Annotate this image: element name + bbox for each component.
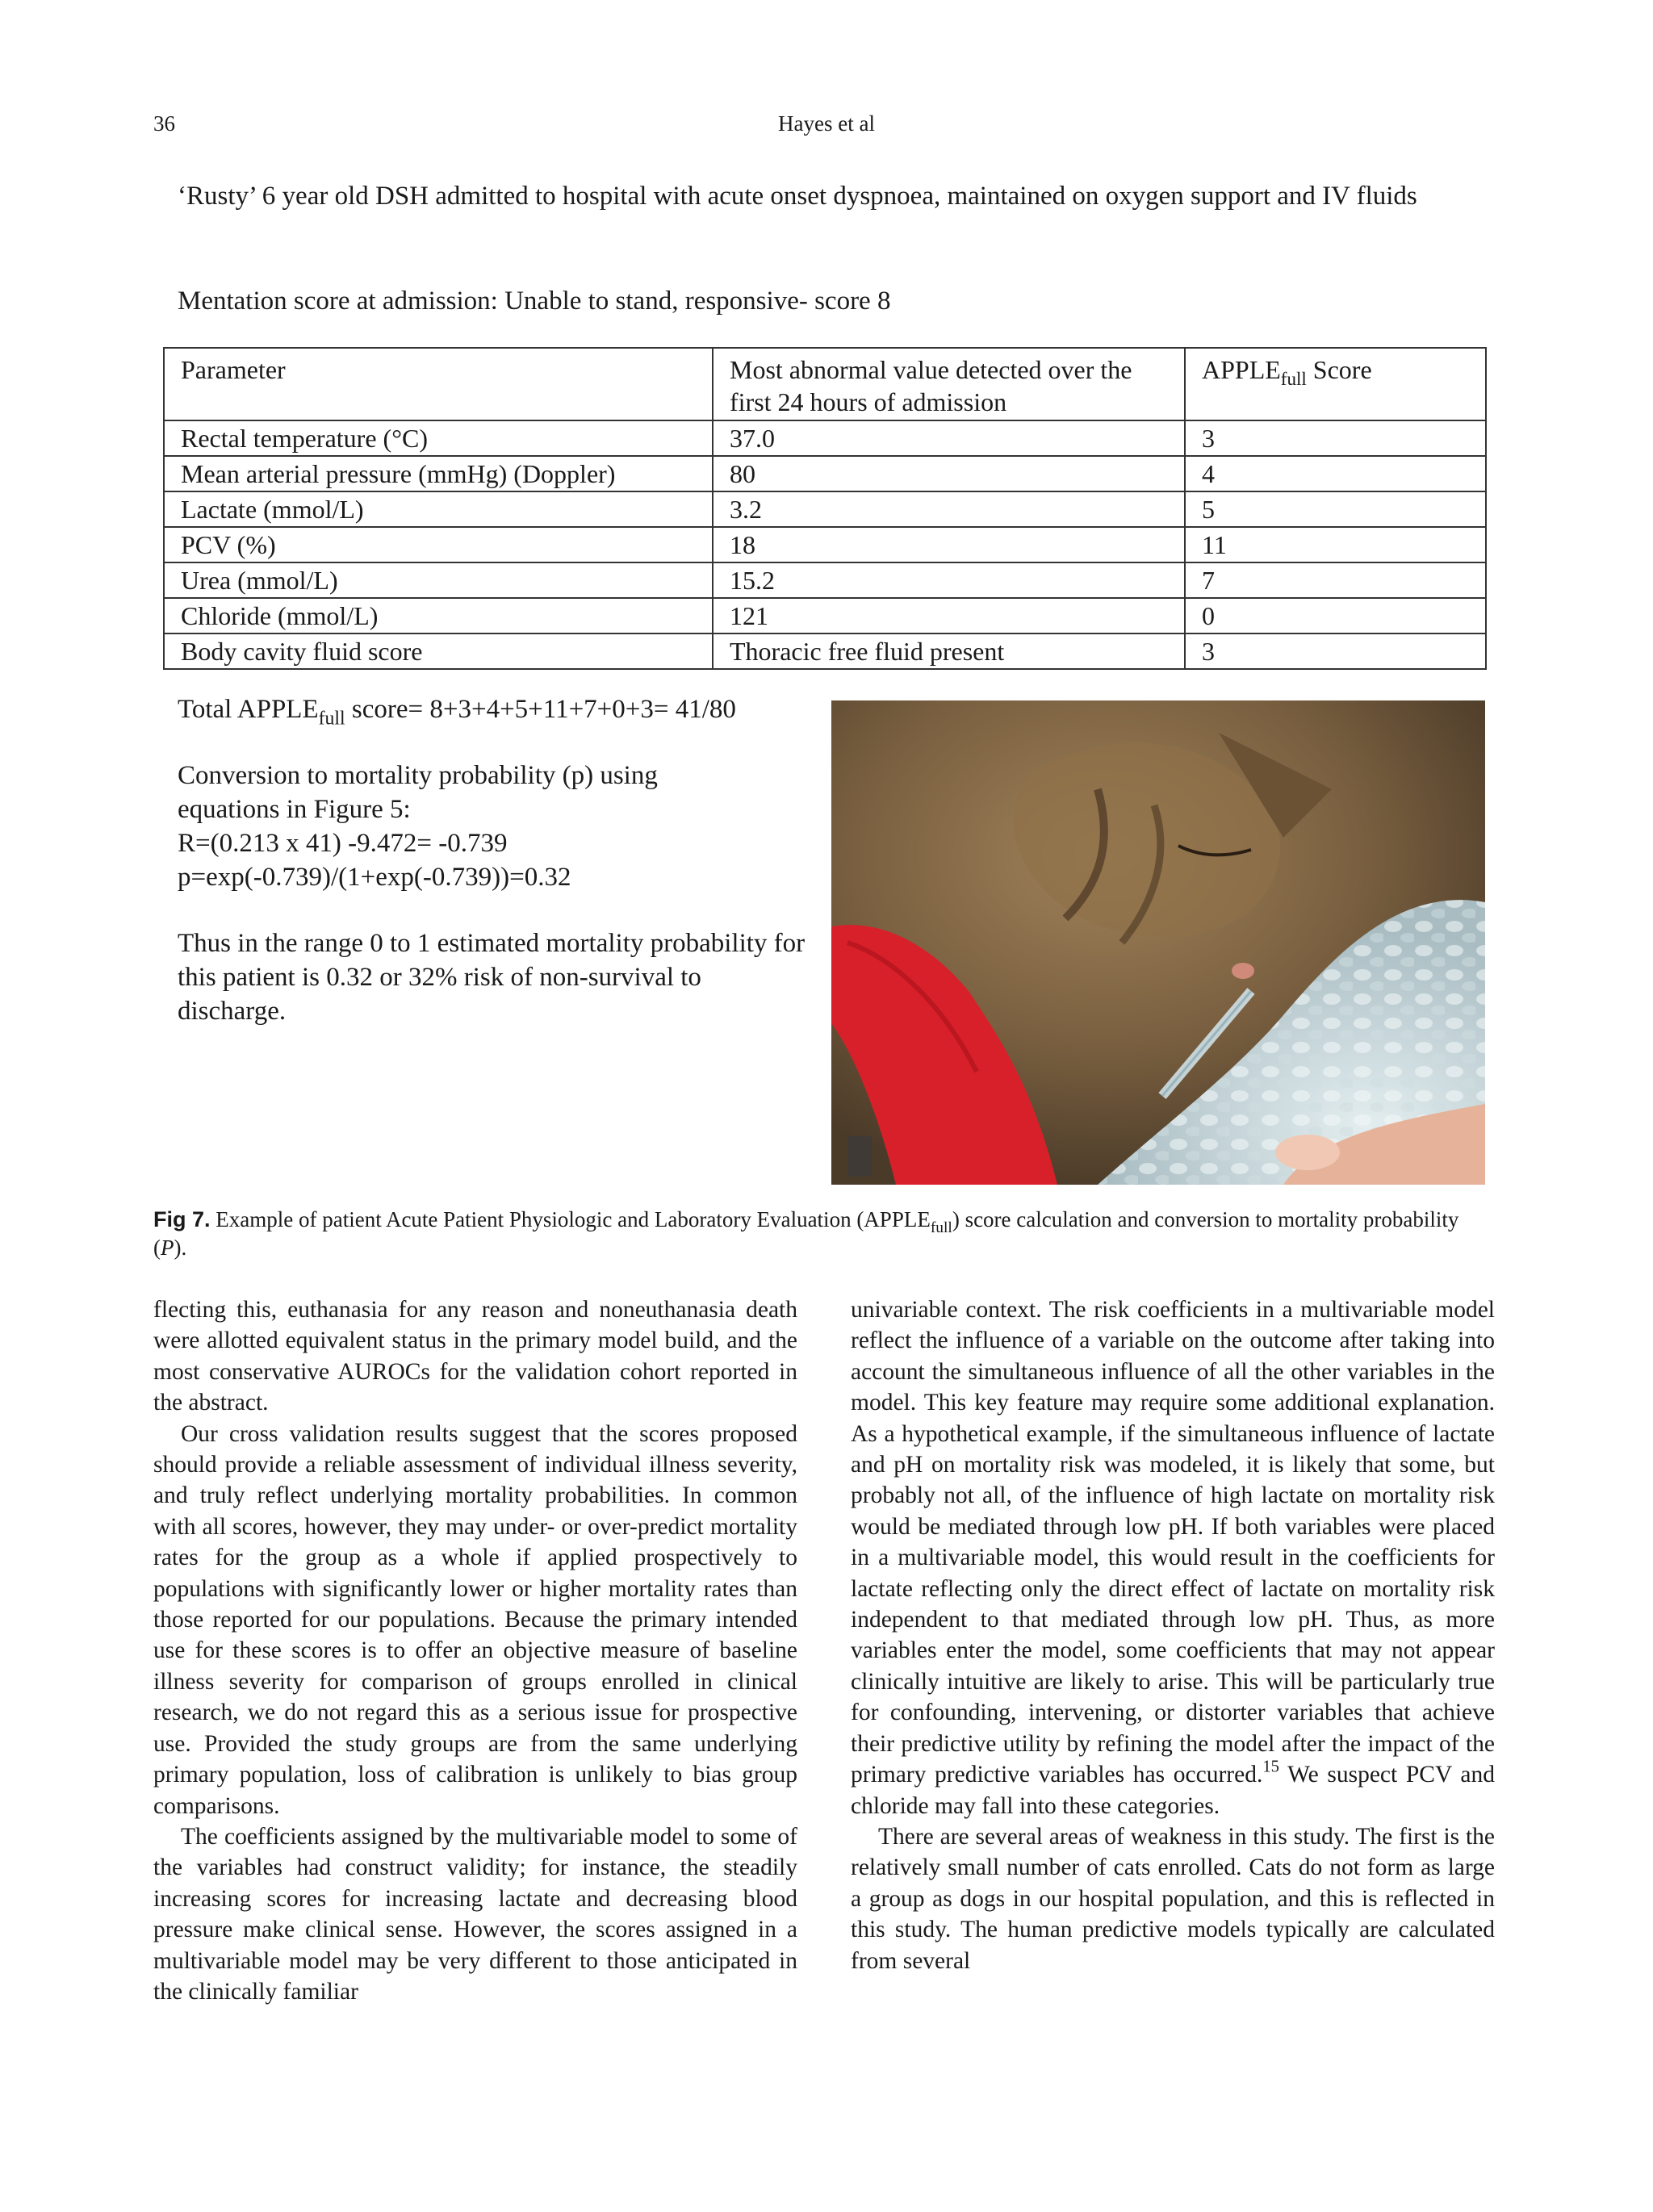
figure-caption <box>153 1206 1493 1262</box>
caption-p: P <box>161 1236 174 1260</box>
header-value: Most abnormal value detected over the first 24 hours of admission <box>713 348 1185 420</box>
table-header-row <box>164 348 1486 420</box>
row-parameter: Lactate (mmol/L) <box>164 491 713 527</box>
body-paragraph: flecting this, euthanasia for any reason and noneuthanasia death were allotted equivalent status in the primary model build, and the most conservative AUROCs for the validation cohort reported in the abstract. <box>153 1297 797 1416</box>
row-parameter: Body cavity fluid score <box>164 633 713 669</box>
row-value: 121 <box>713 598 1185 633</box>
row-score: 0 <box>1185 598 1486 633</box>
caption-text-a: Example of patient Acute Patient Physiologic and Laboratory Evaluation (APPLE <box>210 1207 931 1231</box>
conclusion-text: Thus in the range 0 to 1 estimated mortality probability for this patient is 0.32 or 32% risk of non-survival to discharge. <box>178 929 806 1026</box>
row-parameter: Rectal temperature (°C) <box>164 420 713 456</box>
table-row <box>164 527 1486 562</box>
mentation-score: Mentation score at admission: Unable to stand, responsive- score 8 <box>178 286 891 316</box>
paragraph-text: univariable context. The risk coefficients in a multivariable model reflect the influence of a variable on the outcome after taking into account the simultaneous influence of all the other variables in the model. This key feature may require some additional explanation. As a hypothetical example, if the simultaneous influence of lactate and pH on mortality risk was modeled, it is likely that some, but probably not all, of the influence of high lactate on mortality risk would be mediated through low pH. If both variables were placed in a multivariable model, this would result in the coefficients for lactate reflecting only the direct effect of lactate on mortality risk independent to that mediated through low pH. Thus, as more variables enter the model, some coefficients that may not appear clinically intuitive are likely to arise. This will be particularly true for confounding, intervening, or distorter variables that achieve their predictive utility by refining the model after the impact of the primary predictive variables has occurred. <box>851 1297 1495 1788</box>
conversion-line: equations in Figure 5: <box>178 795 411 824</box>
body-paragraph: There are several areas of weakness in this study. The first is the relatively small number of cats enrolled. Cats do not form as large a group as dogs in our hospital population, and this is reflected in this study. The human predictive models typically are calculated from several <box>851 1823 1495 1974</box>
paragraph-text: We suspect PCV and chloride may fall into these categories. <box>851 1762 1495 1819</box>
total-prefix: Total APPLE <box>178 695 319 724</box>
row-value: 37.0 <box>713 420 1185 456</box>
row-parameter: Mean arterial pressure (mmHg) (Doppler) <box>164 456 713 491</box>
body-paragraph <box>851 1294 1495 1821</box>
table-row <box>164 491 1486 527</box>
caption-text-c: ). <box>174 1236 187 1260</box>
table-row <box>164 456 1486 491</box>
caption-label: Fig 7. <box>153 1207 211 1231</box>
body-paragraph: Our cross validation results suggest that the scores proposed should provide a reliable assessment of individual illness severity, and truly reflect underlying mortality probabilities. In common with all scores, however, they may under- or over-predict mortality rates for the group as a whole if applied prospectively to populations with significantly lower or higher mortality rates than those reported for our populations. Because the primary intended use for these scores is to offer an objective measure of baseline illness severity for comparison of groups enrolled in clinical research, we do not regard this as a serious issue for prospective use. Provided the study groups are from the same underlying primary population, loss of calibration is unlikely to bias group comparisons. <box>153 1420 797 1819</box>
row-score: 3 <box>1185 420 1486 456</box>
row-score: 7 <box>1185 562 1486 598</box>
row-parameter: Urea (mmol/L) <box>164 562 713 598</box>
row-value: 80 <box>713 456 1185 491</box>
caption-text-b: ) score calculation and conversion to mortality probability ( <box>153 1207 1459 1260</box>
row-value: Thoracic free fluid present <box>713 633 1185 669</box>
calculation-block <box>178 692 807 1060</box>
total-sub: full <box>318 708 345 730</box>
row-score: 11 <box>1185 527 1486 562</box>
case-intro: ‘Rusty’ 6 year old DSH admitted to hospital with acute onset dyspnoea, maintained on oxygen support and IV fluids <box>178 182 1417 211</box>
table-row <box>164 562 1486 598</box>
header-score <box>1185 348 1486 420</box>
header-parameter: Parameter <box>164 348 713 420</box>
row-score: 4 <box>1185 456 1486 491</box>
body-column-right <box>851 1294 1495 1976</box>
table-row <box>164 598 1486 633</box>
row-score: 3 <box>1185 633 1486 669</box>
header-score-tail: Score <box>1312 355 1372 384</box>
row-score: 5 <box>1185 491 1486 527</box>
equation-r: R=(0.213 x 41) -9.472= -0.739 <box>178 829 508 858</box>
table-row <box>164 633 1486 669</box>
conversion-line: Conversion to mortality probability (p) using <box>178 761 658 790</box>
running-head: Hayes et al <box>778 111 875 136</box>
conversion-text <box>178 759 807 894</box>
row-value: 15.2 <box>713 562 1185 598</box>
equation-p: p=exp(-0.739)/(1+exp(-0.739))=0.32 <box>178 863 571 892</box>
row-value: 3.2 <box>713 491 1185 527</box>
row-parameter: PCV (%) <box>164 527 713 562</box>
table-row <box>164 420 1486 456</box>
page-number: 36 <box>153 111 175 136</box>
total-suffix: score= 8+3+4+5+11+7+0+3= 41/80 <box>345 695 736 724</box>
caption-sub: full <box>930 1219 952 1236</box>
cat-photo-illustration <box>831 700 1485 1185</box>
body-column-left <box>153 1294 797 2007</box>
cat-photo <box>831 700 1485 1185</box>
apple-score-table <box>163 347 1487 670</box>
row-value: 18 <box>713 527 1185 562</box>
header-score-sub: full <box>1280 368 1307 390</box>
reference-citation: 15 <box>1262 1758 1279 1776</box>
total-score <box>178 692 807 730</box>
row-parameter: Chloride (mmol/L) <box>164 598 713 633</box>
body-paragraph: The coefficients assigned by the multivariable model to some of the variables had construct validity; for instance, the steadily increasing scores for increasing lactate and decreasing blood pressure make clinical sense. However, the scores assigned in a multivariable model may be very different to those anticipated in the clinically familiar <box>153 1823 797 2005</box>
header-score-main: APPLE <box>1202 355 1281 384</box>
